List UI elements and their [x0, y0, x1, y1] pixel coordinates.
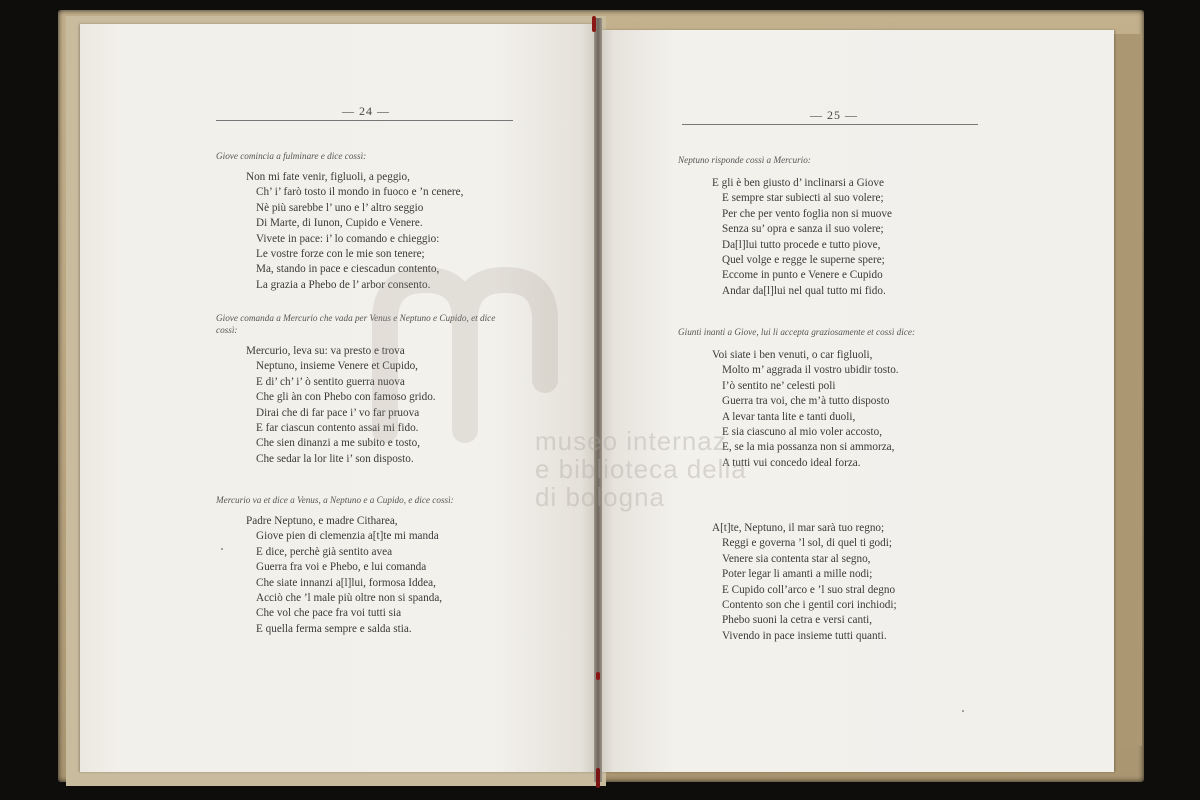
watermark-text: museo internaz — [535, 426, 727, 456]
stage-direction: Neptuno risponde cossì a Mercurio: — [678, 155, 811, 165]
book-board-edge — [1112, 34, 1142, 746]
verse-line: Guerra fra voi e Phebo, e lui comanda — [256, 561, 427, 574]
verse-line: Reggi e governa ’l sol, di quel ti godi; — [722, 537, 892, 550]
stanza — [246, 514, 442, 637]
header-rule — [682, 124, 978, 125]
verse-line: Eccome in punto e Venere e Cupido — [722, 269, 883, 282]
stanza — [712, 348, 899, 471]
verse-line: La grazia a Phebo de l’ arbor consento. — [256, 278, 431, 291]
verse-line: Che sedar la lor lite i’ son disposto. — [256, 452, 414, 465]
verse-line: E Cupido coll’arco e ’l suo stral degno — [722, 583, 896, 596]
verse-line: Poter legar li amanti a mille nodi; — [722, 568, 873, 581]
stage-direction: Giove comincia a fulminare e dice cossì: — [216, 151, 367, 161]
verse-line: Vivendo in pace insieme tutti quanti. — [722, 629, 887, 642]
verse-line: E, se la mia possanza non si ammorza, — [722, 441, 895, 454]
binding-thread — [596, 768, 600, 788]
page-number: — 25 — — [810, 108, 858, 122]
verse-line: Ch’ i’ farò tosto il mondo in fuoco e ’n cenere, — [256, 186, 464, 199]
binding-thread — [592, 16, 596, 32]
page-number: — 24 — — [342, 104, 390, 118]
watermark-text: di bologna — [535, 482, 665, 512]
verse-line: Neptuno, insieme Venere et Cupido, — [256, 360, 418, 373]
verse-line: Molto m’ aggrada il vostro ubidir tosto. — [722, 364, 899, 377]
verse-line: Di Marte, di Iunon, Cupido e Venere. — [256, 217, 423, 230]
ink-speck — [962, 710, 964, 712]
verse-line: Ma, stando in pace e ciescadun contento, — [256, 263, 440, 276]
verse-line: I’ò sentito ne’ celesti poli — [722, 379, 836, 392]
verse-line: Le vostre forze con le mie son tenere; — [256, 248, 425, 261]
verse-line: Guerra tra voi, che m’à tutto disposto — [722, 395, 890, 408]
verse-line: Senza su’ opra e sanza il suo volere; — [722, 223, 884, 236]
right-page — [598, 30, 1114, 772]
verse-line: E far ciascun contento assai mi fido. — [256, 422, 419, 435]
verse-line: E gli è ben giusto d’ inclinarsi a Giove — [712, 177, 884, 189]
verse-line: Nè più sarebbe l’ uno e l’ altro seggio — [256, 201, 424, 214]
verse-line: Phebo suoni la cetra e versi canti, — [722, 614, 873, 627]
verse-line: Andar da[l]lui nel qual tutto mi fido. — [722, 284, 886, 297]
verse-line: A levar tanta lite e tanti duoli, — [722, 410, 856, 423]
verse-line: Voi siate i ben venuti, o car figluoli, — [712, 349, 873, 361]
verse-line: Per che per vento foglia non si muove — [722, 207, 892, 220]
stage-direction: Giunti inanti a Giove, lui li accepta graziosamente et cossì dice: — [678, 327, 916, 337]
verse-line: Che sien dinanzi a me subito e tosto, — [256, 437, 421, 450]
verse-line: Che gli àn con Phebo con famoso grido. — [256, 391, 436, 404]
verse-line: Che siate innanzi a[l]lui, formosa Iddea, — [256, 576, 436, 589]
stanza — [712, 176, 892, 299]
verse-line: Quel volge e regge le superne spere; — [722, 254, 885, 267]
stage-direction: Mercurio va et dice a Venus, a Neptuno e a Cupido, e dice cossì: — [216, 495, 454, 505]
book-gutter — [594, 18, 602, 782]
verse-line: Vivete in pace: i’ lo comando e chieggio: — [256, 232, 440, 245]
stanza — [246, 344, 436, 467]
verse-line: Che vol che pace fra voi tutti sia — [256, 607, 402, 620]
verse-line: E sempre star subiecti al suo volere; — [722, 192, 884, 205]
verse-line: E quella ferma sempre e salda stia. — [256, 622, 412, 635]
verse-line: E di’ ch’ i’ ò sentito guerra nuova — [256, 375, 405, 388]
watermark-text: e biblioteca della — [535, 454, 747, 484]
verse-line: A[t]te, Neptuno, il mar sarà tuo regno; — [712, 522, 885, 534]
verse-line: Da[l]lui tutto procede e tutto piove, — [722, 238, 881, 251]
verse-line: Venere sia contenta star al segno, — [722, 552, 871, 565]
verse-line: Giove pien di clemenzia a[t]te mi manda — [256, 530, 439, 543]
stage-direction: Giove comanda a Mercurio che vada per Venus e Neptuno e Cupido, et dice cossì: — [216, 313, 496, 335]
verse-line: E sia ciascuno al mio voler accosto, — [722, 426, 882, 439]
header-rule — [216, 120, 513, 121]
verse-line: Non mi fate venir, figluoli, a peggio, — [246, 171, 410, 183]
verse-line: E dice, perchè già sentito avea — [256, 545, 393, 558]
stanza — [246, 170, 463, 293]
verse-line: A tutti vui concedo ideal forza. — [722, 456, 861, 469]
binding-thread — [596, 672, 600, 680]
verse-line: Padre Neptuno, e madre Citharea, — [246, 515, 398, 527]
verse-line: Contento son che i gentil cori inchiodi; — [722, 599, 897, 612]
ink-speck — [221, 548, 223, 550]
stanza — [712, 521, 897, 644]
verse-line: Acciò che ’l male più oltre non si spanda, — [256, 592, 443, 605]
verse-line: Mercurio, leva su: va presto e trova — [246, 345, 405, 357]
left-page — [80, 24, 597, 772]
verse-line: Dirai che di far pace i’ vo far pruova — [256, 406, 420, 419]
